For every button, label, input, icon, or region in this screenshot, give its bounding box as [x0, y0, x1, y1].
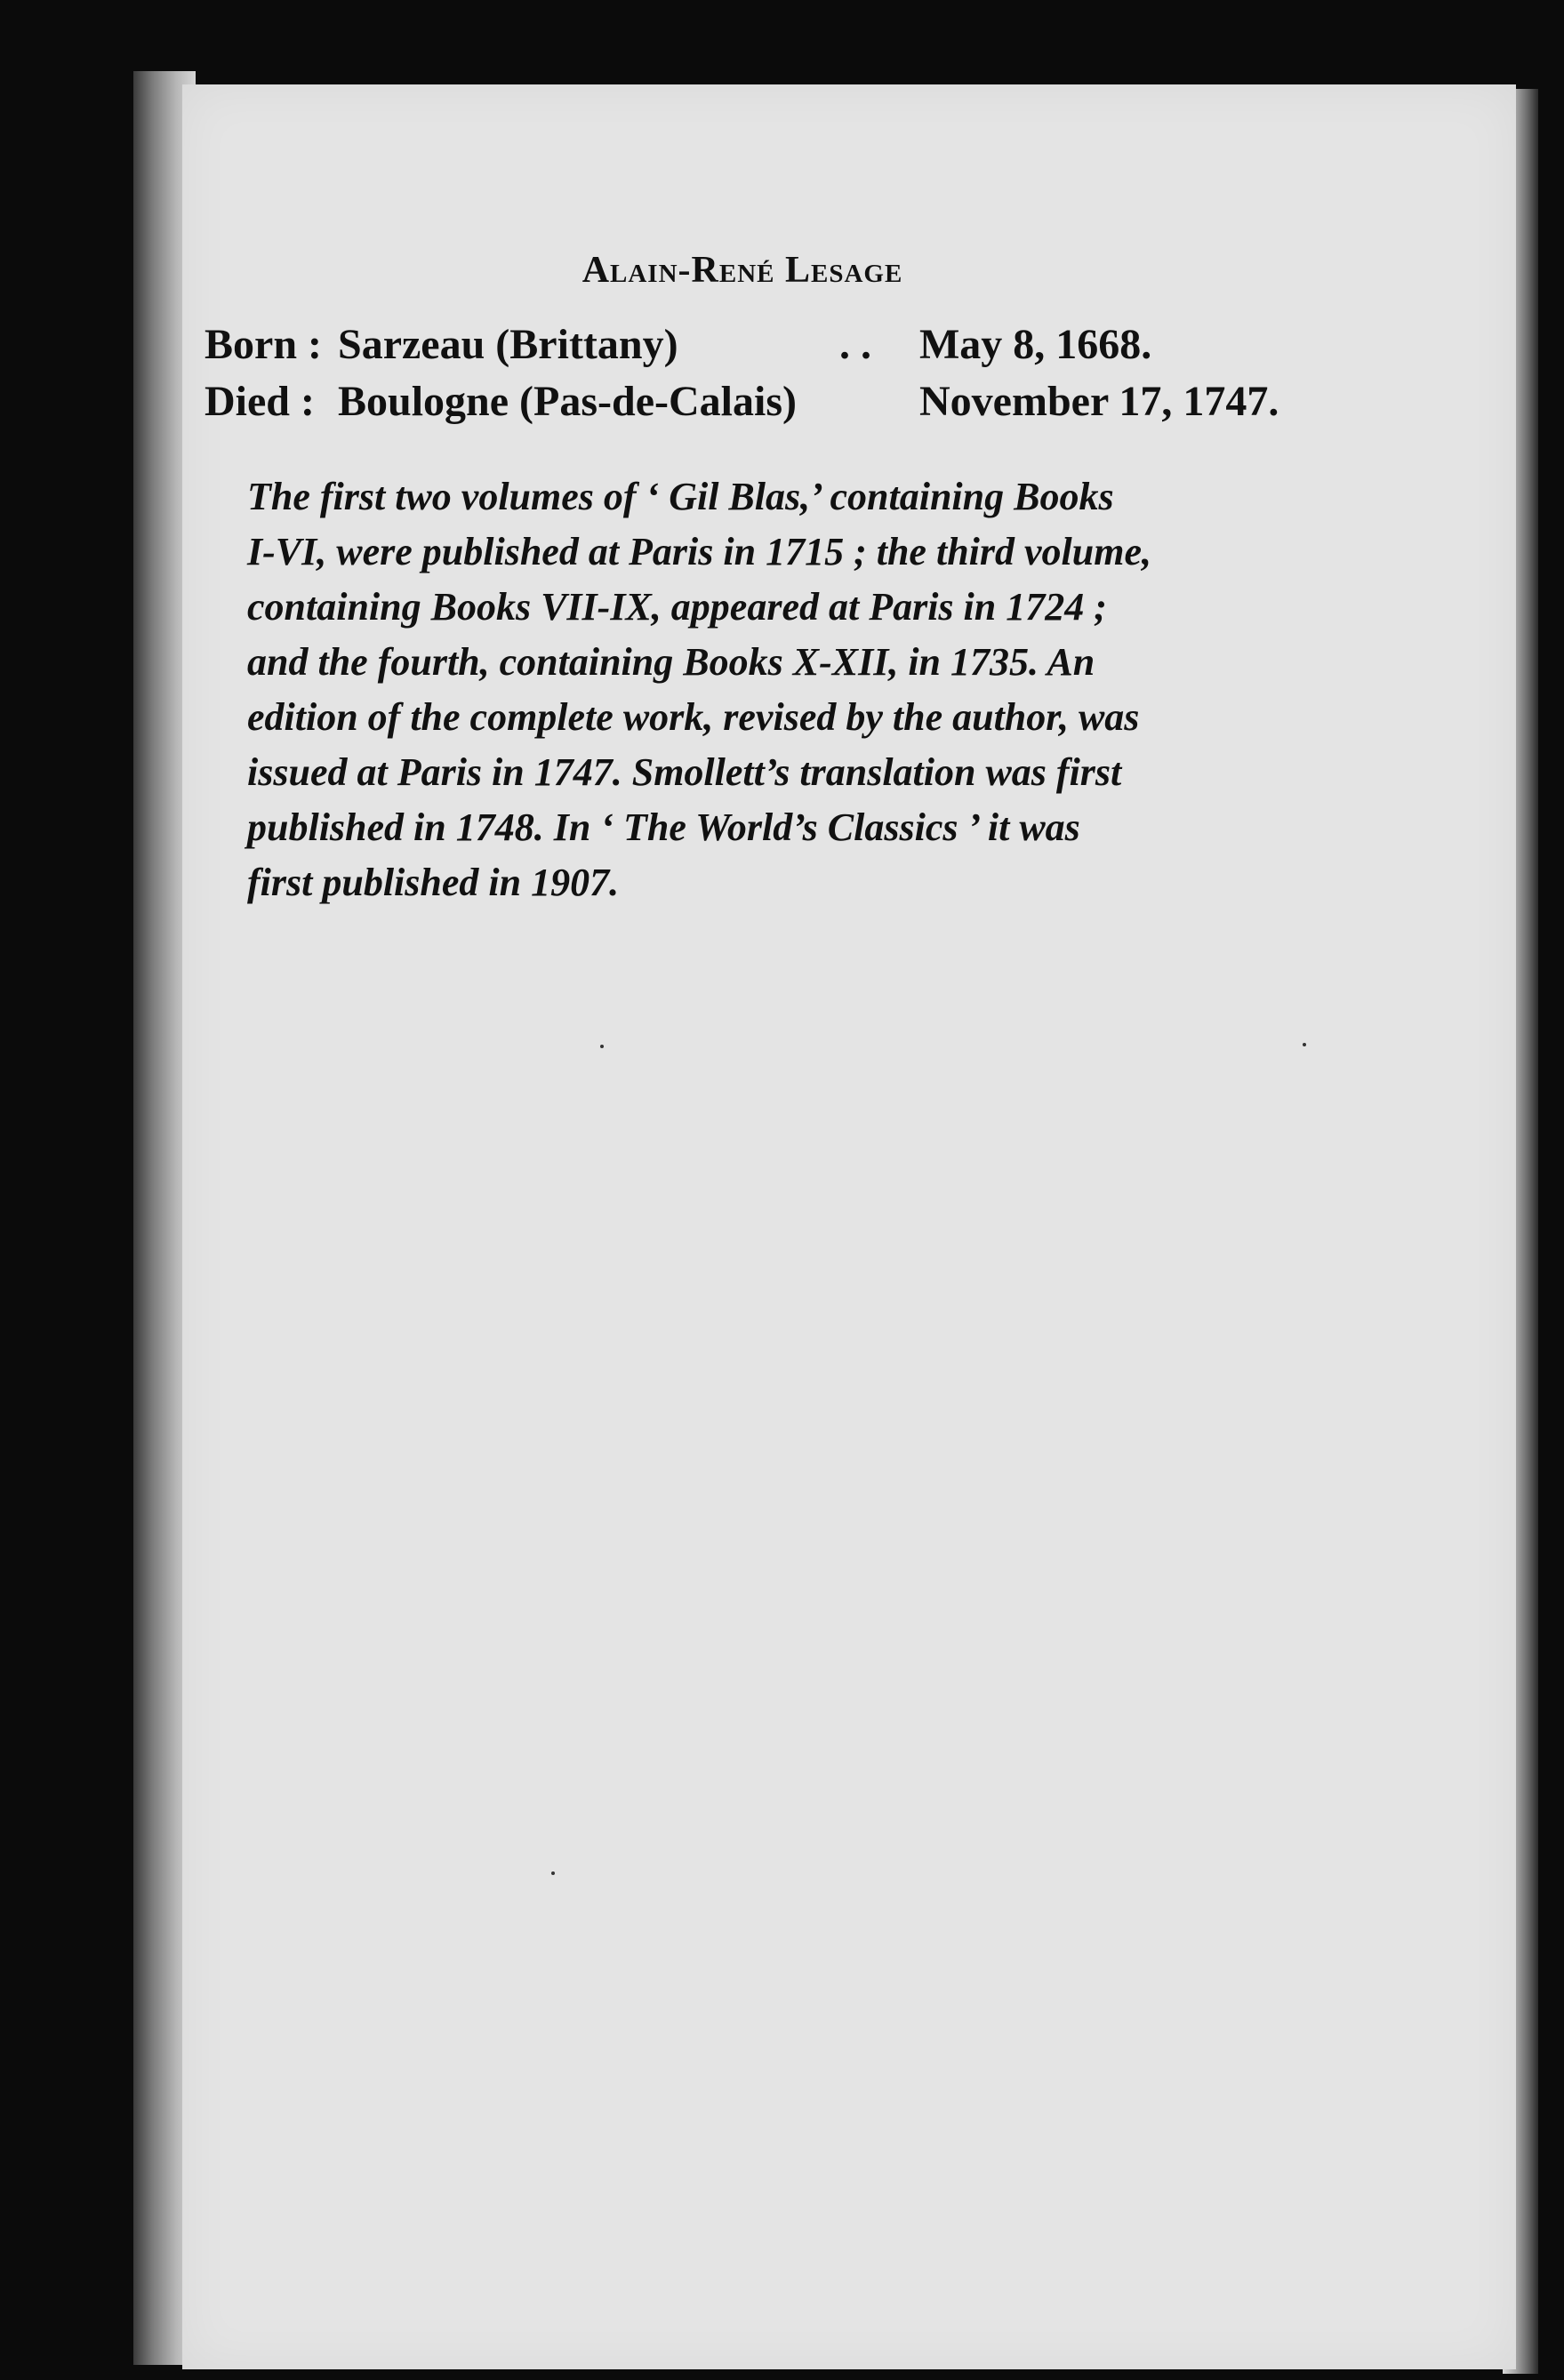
note-line: published in 1748. In ‘ The World’s Classics ’ it was: [247, 805, 1080, 849]
note-line: first published in 1907.: [247, 861, 620, 904]
note-line: and the fourth, containing Books X-XII, in 1735. An: [247, 640, 1095, 684]
died-date: November 17, 1747.: [919, 378, 1279, 425]
born-label: Born :: [205, 321, 322, 368]
note-line: issued at Paris in 1747. Smollett’s translation was first: [247, 750, 1122, 794]
note-line: edition of the complete work, revised by the author, was: [247, 695, 1140, 739]
author-heading: Alain-René Lesage: [581, 250, 903, 291]
born-place: Sarzeau (Brittany): [338, 321, 678, 368]
publication-note: [205, 469, 1280, 910]
note-line: The first two volumes of ‘ Gil Blas,’ containing Books: [247, 475, 1114, 518]
speck: [600, 1045, 604, 1048]
died-row: [205, 373, 1280, 430]
died-place: Boulogne (Pas-de-Calais): [338, 378, 797, 425]
speck: [1303, 1043, 1306, 1046]
died-label: Died :: [205, 378, 315, 425]
born-leader-dots: . .: [839, 321, 871, 368]
note-line: containing Books VII-IX, appeared at Paris in 1724 ;: [247, 585, 1107, 629]
died-leader-dots: [839, 373, 919, 430]
born-date: May 8, 1668.: [919, 321, 1152, 368]
page-content: [205, 160, 1280, 910]
note-line: I-VI, were published at Paris in 1715 ; the third volume,: [247, 530, 1151, 573]
speck: [551, 1871, 555, 1875]
born-row: [205, 317, 1280, 373]
